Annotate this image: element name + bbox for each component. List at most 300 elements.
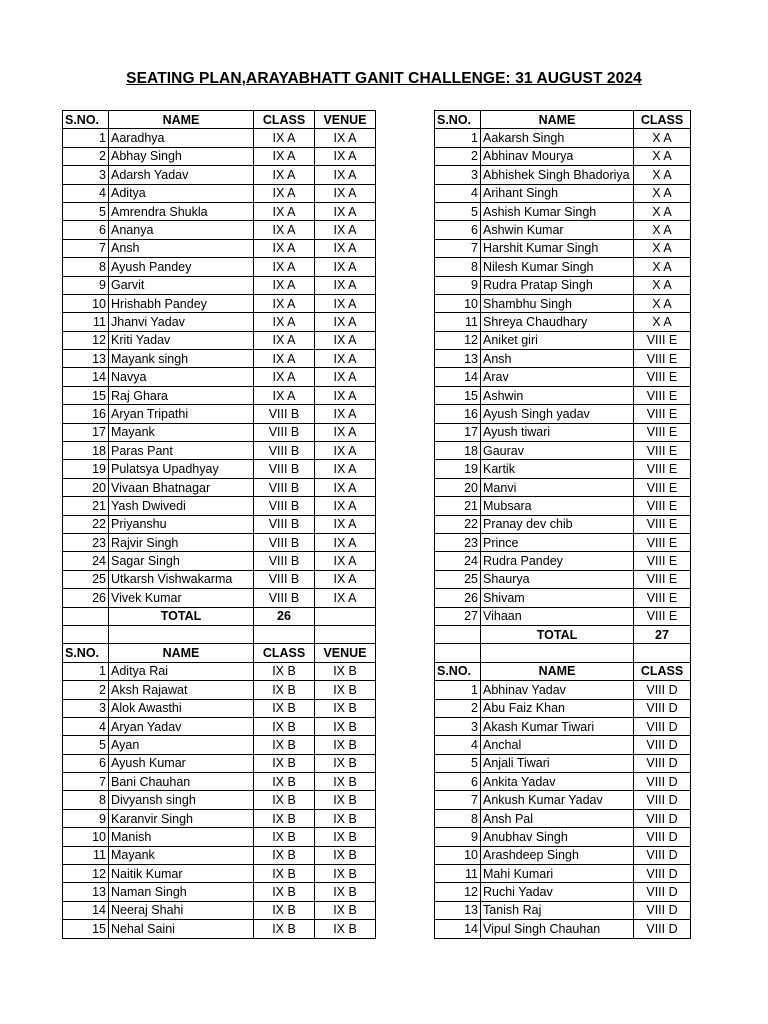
name-cell: Abhishek Singh Bhadoriya — [481, 166, 634, 184]
sno-cell: 14 — [63, 368, 109, 386]
blank-row — [435, 644, 691, 662]
class-cell: IX A — [254, 258, 315, 276]
table-row — [63, 809, 376, 827]
class-cell: X A — [634, 202, 691, 220]
sno-cell: 21 — [63, 497, 109, 515]
class-cell: VIII E — [634, 589, 691, 607]
name-cell: Naitik Kumar — [109, 865, 254, 883]
venue-cell: IX B — [315, 791, 376, 809]
class-cell: IX B — [254, 920, 315, 938]
venue-cell: IX A — [315, 184, 376, 202]
class-cell: VIII E — [634, 478, 691, 496]
venue-cell: IX B — [315, 901, 376, 919]
table-row — [435, 258, 691, 276]
table-row — [63, 828, 376, 846]
name-cell: Pranay dev chib — [481, 515, 634, 533]
sno-cell: 25 — [435, 570, 481, 588]
class-cell: X A — [634, 276, 691, 294]
class-cell: IX B — [254, 717, 315, 735]
class-cell: IX A — [254, 276, 315, 294]
table-row — [435, 699, 691, 717]
class-cell: IX B — [254, 699, 315, 717]
name-cell: Pulatsya Upadhyay — [109, 460, 254, 478]
class-cell: VIII B — [254, 460, 315, 478]
sno-cell: 8 — [63, 791, 109, 809]
total-row — [435, 625, 691, 643]
table-row — [435, 442, 691, 460]
table-header-row — [435, 662, 691, 680]
class-cell: VIII D — [634, 791, 691, 809]
table-row — [435, 717, 691, 735]
venue-cell: IX A — [315, 350, 376, 368]
venue-cell: IX B — [315, 846, 376, 864]
blank-row — [63, 625, 376, 643]
table-row — [435, 294, 691, 312]
name-cell: Shaurya — [481, 570, 634, 588]
venue-cell: IX A — [315, 405, 376, 423]
table-row — [63, 736, 376, 754]
venue-cell: IX A — [315, 570, 376, 588]
sno-cell: 9 — [63, 809, 109, 827]
class-cell: VIII D — [634, 883, 691, 901]
table-row — [435, 478, 691, 496]
name-cell: Arav — [481, 368, 634, 386]
name-cell: Sagar Singh — [109, 552, 254, 570]
table-row — [63, 331, 376, 349]
table-row — [63, 570, 376, 588]
class-cell: VIII D — [634, 828, 691, 846]
column-header: NAME — [481, 111, 634, 129]
venue-cell: IX B — [315, 920, 376, 938]
venue-cell: IX B — [315, 662, 376, 680]
name-cell: Abhinav Mourya — [481, 147, 634, 165]
sno-cell: 25 — [63, 570, 109, 588]
empty-cell — [315, 607, 376, 625]
class-cell: VIII D — [634, 901, 691, 919]
empty-cell — [63, 607, 109, 625]
class-cell: X A — [634, 313, 691, 331]
name-cell: Abu Faiz Khan — [481, 699, 634, 717]
sno-cell: 5 — [435, 754, 481, 772]
table-row — [63, 368, 376, 386]
class-cell: VIII B — [254, 405, 315, 423]
sno-cell: 10 — [435, 294, 481, 312]
right-seating-table — [434, 110, 691, 939]
venue-cell: IX A — [315, 533, 376, 551]
name-cell: Aditya — [109, 184, 254, 202]
name-cell: Mubsara — [481, 497, 634, 515]
sno-cell: 11 — [435, 865, 481, 883]
table-row — [63, 791, 376, 809]
class-cell: X A — [634, 184, 691, 202]
venue-cell: IX A — [315, 423, 376, 441]
sno-cell: 4 — [63, 717, 109, 735]
column-header: NAME — [481, 662, 634, 680]
table-row — [435, 202, 691, 220]
venue-cell: IX A — [315, 478, 376, 496]
venue-cell: IX B — [315, 865, 376, 883]
total-value: 27 — [634, 625, 691, 643]
column-header: VENUE — [315, 111, 376, 129]
table-row — [435, 166, 691, 184]
sno-cell: 9 — [435, 276, 481, 294]
venue-cell: IX A — [315, 147, 376, 165]
name-cell: Ashwin Kumar — [481, 221, 634, 239]
class-cell: VIII E — [634, 552, 691, 570]
class-cell: IX A — [254, 350, 315, 368]
venue-cell: IX A — [315, 460, 376, 478]
class-cell: VIII D — [634, 865, 691, 883]
table-row — [63, 773, 376, 791]
class-cell: VIII D — [634, 773, 691, 791]
sno-cell: 17 — [63, 423, 109, 441]
column-header: NAME — [109, 111, 254, 129]
venue-cell: IX A — [315, 386, 376, 404]
class-cell: X A — [634, 147, 691, 165]
venue-cell: IX A — [315, 202, 376, 220]
venue-cell: IX A — [315, 497, 376, 515]
table-row — [435, 221, 691, 239]
sno-cell: 14 — [63, 901, 109, 919]
name-cell: Alok Awasthi — [109, 699, 254, 717]
table-row — [63, 258, 376, 276]
class-cell: IX A — [254, 368, 315, 386]
table-row — [435, 607, 691, 625]
sno-cell: 12 — [435, 331, 481, 349]
venue-cell: IX A — [315, 258, 376, 276]
sno-cell: 4 — [435, 736, 481, 754]
name-cell: Mayank — [109, 846, 254, 864]
sno-cell: 13 — [435, 350, 481, 368]
venue-cell: IX A — [315, 276, 376, 294]
name-cell: Aaradhya — [109, 129, 254, 147]
sno-cell: 23 — [435, 533, 481, 551]
name-cell: Rajvir Singh — [109, 533, 254, 551]
table-row — [435, 681, 691, 699]
class-cell: IX B — [254, 828, 315, 846]
name-cell: Shreya Chaudhary — [481, 313, 634, 331]
name-cell: Shambhu Singh — [481, 294, 634, 312]
sno-cell: 7 — [435, 791, 481, 809]
table-row — [63, 662, 376, 680]
table-row — [435, 497, 691, 515]
venue-cell: IX B — [315, 717, 376, 735]
name-cell: Priyanshu — [109, 515, 254, 533]
sno-cell: 11 — [63, 313, 109, 331]
sno-cell: 7 — [63, 239, 109, 257]
sno-cell: 14 — [435, 368, 481, 386]
empty-cell — [435, 644, 481, 662]
name-cell: Ayush Pandey — [109, 258, 254, 276]
column-header: S.NO. — [63, 111, 109, 129]
name-cell: Kartik — [481, 460, 634, 478]
table-row — [63, 533, 376, 551]
class-cell: VIII E — [634, 607, 691, 625]
table-row — [435, 828, 691, 846]
name-cell: Ananya — [109, 221, 254, 239]
name-cell: Anchal — [481, 736, 634, 754]
sno-cell: 2 — [435, 699, 481, 717]
table-row — [435, 405, 691, 423]
name-cell: Jhanvi Yadav — [109, 313, 254, 331]
table-row — [435, 276, 691, 294]
table-row — [435, 865, 691, 883]
column-header: S.NO. — [435, 662, 481, 680]
name-cell: Divyansh singh — [109, 791, 254, 809]
class-cell: VIII E — [634, 423, 691, 441]
sno-cell: 20 — [435, 478, 481, 496]
name-cell: Ansh — [481, 350, 634, 368]
name-cell: Kriti Yadav — [109, 331, 254, 349]
table-row — [63, 386, 376, 404]
empty-cell — [634, 644, 691, 662]
name-cell: Nilesh Kumar Singh — [481, 258, 634, 276]
class-cell: IX A — [254, 147, 315, 165]
table-row — [63, 515, 376, 533]
name-cell: Ayush Kumar — [109, 754, 254, 772]
table-row — [435, 515, 691, 533]
table-row — [435, 239, 691, 257]
table-row — [63, 552, 376, 570]
table-row — [63, 460, 376, 478]
sno-cell: 26 — [63, 589, 109, 607]
sno-cell: 4 — [435, 184, 481, 202]
sno-cell: 22 — [63, 515, 109, 533]
column-header: VENUE — [315, 644, 376, 662]
class-cell: IX B — [254, 846, 315, 864]
venue-cell: IX A — [315, 313, 376, 331]
class-cell: VIII B — [254, 442, 315, 460]
column-header: CLASS — [634, 662, 691, 680]
name-cell: Raj Ghara — [109, 386, 254, 404]
venue-cell: IX B — [315, 883, 376, 901]
name-cell: Anjali Tiwari — [481, 754, 634, 772]
table-row — [435, 533, 691, 551]
venue-cell: IX B — [315, 809, 376, 827]
name-cell: Ankita Yadav — [481, 773, 634, 791]
sno-cell: 1 — [435, 681, 481, 699]
class-cell: VIII B — [254, 478, 315, 496]
sno-cell: 18 — [63, 442, 109, 460]
sno-cell: 5 — [63, 736, 109, 754]
table-row — [63, 129, 376, 147]
name-cell: Ashwin — [481, 386, 634, 404]
name-cell: Utkarsh Vishwakarma — [109, 570, 254, 588]
class-cell: X A — [634, 239, 691, 257]
name-cell: Garvit — [109, 276, 254, 294]
name-cell: Ruchi Yadav — [481, 883, 634, 901]
venue-cell: IX A — [315, 129, 376, 147]
document-title: SEATING PLAN,ARAYABHATT GANIT CHALLENGE: 31 AUGUST 2024 — [126, 70, 642, 87]
sno-cell: 17 — [435, 423, 481, 441]
table-row — [435, 147, 691, 165]
class-cell: VIII E — [634, 515, 691, 533]
column-header: CLASS — [254, 111, 315, 129]
sno-cell: 8 — [63, 258, 109, 276]
sno-cell: 11 — [435, 313, 481, 331]
name-cell: Naman Singh — [109, 883, 254, 901]
name-cell: Abhinav Yadav — [481, 681, 634, 699]
class-cell: VIII B — [254, 515, 315, 533]
class-cell: IX B — [254, 883, 315, 901]
table-row — [63, 350, 376, 368]
total-value: 26 — [254, 607, 315, 625]
sno-cell: 26 — [435, 589, 481, 607]
class-cell: VIII E — [634, 368, 691, 386]
class-cell: IX B — [254, 865, 315, 883]
name-cell: Mayank — [109, 423, 254, 441]
class-cell: VIII B — [254, 589, 315, 607]
table-row — [435, 754, 691, 772]
class-cell: IX A — [254, 166, 315, 184]
name-cell: Vihaan — [481, 607, 634, 625]
name-cell: Ayan — [109, 736, 254, 754]
name-cell: Aditya Rai — [109, 662, 254, 680]
class-cell: VIII D — [634, 681, 691, 699]
sno-cell: 7 — [63, 773, 109, 791]
class-cell: X A — [634, 258, 691, 276]
table-row — [63, 717, 376, 735]
name-cell: Vivek Kumar — [109, 589, 254, 607]
class-cell: VIII B — [254, 533, 315, 551]
sno-cell: 10 — [435, 846, 481, 864]
sno-cell: 3 — [435, 717, 481, 735]
table-row — [435, 460, 691, 478]
total-row — [63, 607, 376, 625]
venue-cell: IX A — [315, 368, 376, 386]
table-row — [63, 901, 376, 919]
sno-cell: 13 — [63, 883, 109, 901]
name-cell: Aryan Tripathi — [109, 405, 254, 423]
table-row — [63, 754, 376, 772]
table-row — [435, 129, 691, 147]
sno-cell: 16 — [435, 405, 481, 423]
class-cell: IX B — [254, 773, 315, 791]
column-header: S.NO. — [435, 111, 481, 129]
empty-cell — [254, 625, 315, 643]
class-cell: VIII E — [634, 331, 691, 349]
sno-cell: 6 — [435, 773, 481, 791]
name-cell: Ashish Kumar Singh — [481, 202, 634, 220]
class-cell: VIII D — [634, 754, 691, 772]
class-cell: IX B — [254, 754, 315, 772]
table-header-row — [63, 644, 376, 662]
venue-cell: IX A — [315, 166, 376, 184]
name-cell: Paras Pant — [109, 442, 254, 460]
empty-cell — [481, 644, 634, 662]
column-header: CLASS — [634, 111, 691, 129]
name-cell: Yash Dwivedi — [109, 497, 254, 515]
table-row — [63, 221, 376, 239]
class-cell: IX A — [254, 184, 315, 202]
sno-cell: 14 — [435, 920, 481, 938]
name-cell: Aakarsh Singh — [481, 129, 634, 147]
class-cell: X A — [634, 221, 691, 239]
table-row — [435, 809, 691, 827]
name-cell: Harshit Kumar Singh — [481, 239, 634, 257]
sno-cell: 3 — [63, 166, 109, 184]
sno-cell: 1 — [63, 662, 109, 680]
table-row — [63, 239, 376, 257]
name-cell: Ansh — [109, 239, 254, 257]
class-cell: IX B — [254, 901, 315, 919]
table-row — [435, 846, 691, 864]
name-cell: Navya — [109, 368, 254, 386]
class-cell: VIII E — [634, 460, 691, 478]
sno-cell: 19 — [435, 460, 481, 478]
class-cell: IX B — [254, 736, 315, 754]
sno-cell: 15 — [435, 386, 481, 404]
venue-cell: IX B — [315, 736, 376, 754]
sno-cell: 2 — [435, 147, 481, 165]
venue-cell: IX A — [315, 221, 376, 239]
table-row — [435, 184, 691, 202]
venue-cell: IX B — [315, 754, 376, 772]
table-row — [63, 166, 376, 184]
name-cell: Anubhav Singh — [481, 828, 634, 846]
sno-cell: 11 — [63, 846, 109, 864]
table-header-row — [435, 111, 691, 129]
class-cell: IX B — [254, 681, 315, 699]
sno-cell: 20 — [63, 478, 109, 496]
table-row — [63, 497, 376, 515]
class-cell: VIII E — [634, 442, 691, 460]
class-cell: IX A — [254, 202, 315, 220]
class-cell: VIII E — [634, 405, 691, 423]
class-cell: VIII E — [634, 350, 691, 368]
class-cell: VIII D — [634, 736, 691, 754]
name-cell: Karanvir Singh — [109, 809, 254, 827]
table-row — [63, 442, 376, 460]
name-cell: Tanish Raj — [481, 901, 634, 919]
venue-cell: IX A — [315, 552, 376, 570]
name-cell: Aryan Yadav — [109, 717, 254, 735]
sno-cell: 6 — [63, 221, 109, 239]
table-row — [435, 570, 691, 588]
class-cell: VIII B — [254, 570, 315, 588]
sno-cell: 3 — [435, 166, 481, 184]
venue-cell: IX B — [315, 828, 376, 846]
venue-cell: IX A — [315, 442, 376, 460]
name-cell: Ansh Pal — [481, 809, 634, 827]
class-cell: IX A — [254, 294, 315, 312]
table-row — [63, 313, 376, 331]
class-cell: VIII E — [634, 570, 691, 588]
name-cell: Mayank singh — [109, 350, 254, 368]
sno-cell: 8 — [435, 809, 481, 827]
table-row — [435, 736, 691, 754]
name-cell: Hrishabh Pandey — [109, 294, 254, 312]
sno-cell: 6 — [63, 754, 109, 772]
name-cell: Aksh Rajawat — [109, 681, 254, 699]
table-row — [63, 202, 376, 220]
table-row — [435, 883, 691, 901]
name-cell: Prince — [481, 533, 634, 551]
class-cell: VIII E — [634, 497, 691, 515]
table-row — [435, 901, 691, 919]
sno-cell: 10 — [63, 294, 109, 312]
venue-cell: IX A — [315, 294, 376, 312]
sno-cell: 24 — [63, 552, 109, 570]
empty-cell — [315, 625, 376, 643]
table-row — [63, 184, 376, 202]
sno-cell: 12 — [63, 331, 109, 349]
name-cell: Rudra Pratap Singh — [481, 276, 634, 294]
table-row — [63, 294, 376, 312]
table-row — [63, 865, 376, 883]
name-cell: Ankush Kumar Yadav — [481, 791, 634, 809]
table-row — [63, 846, 376, 864]
